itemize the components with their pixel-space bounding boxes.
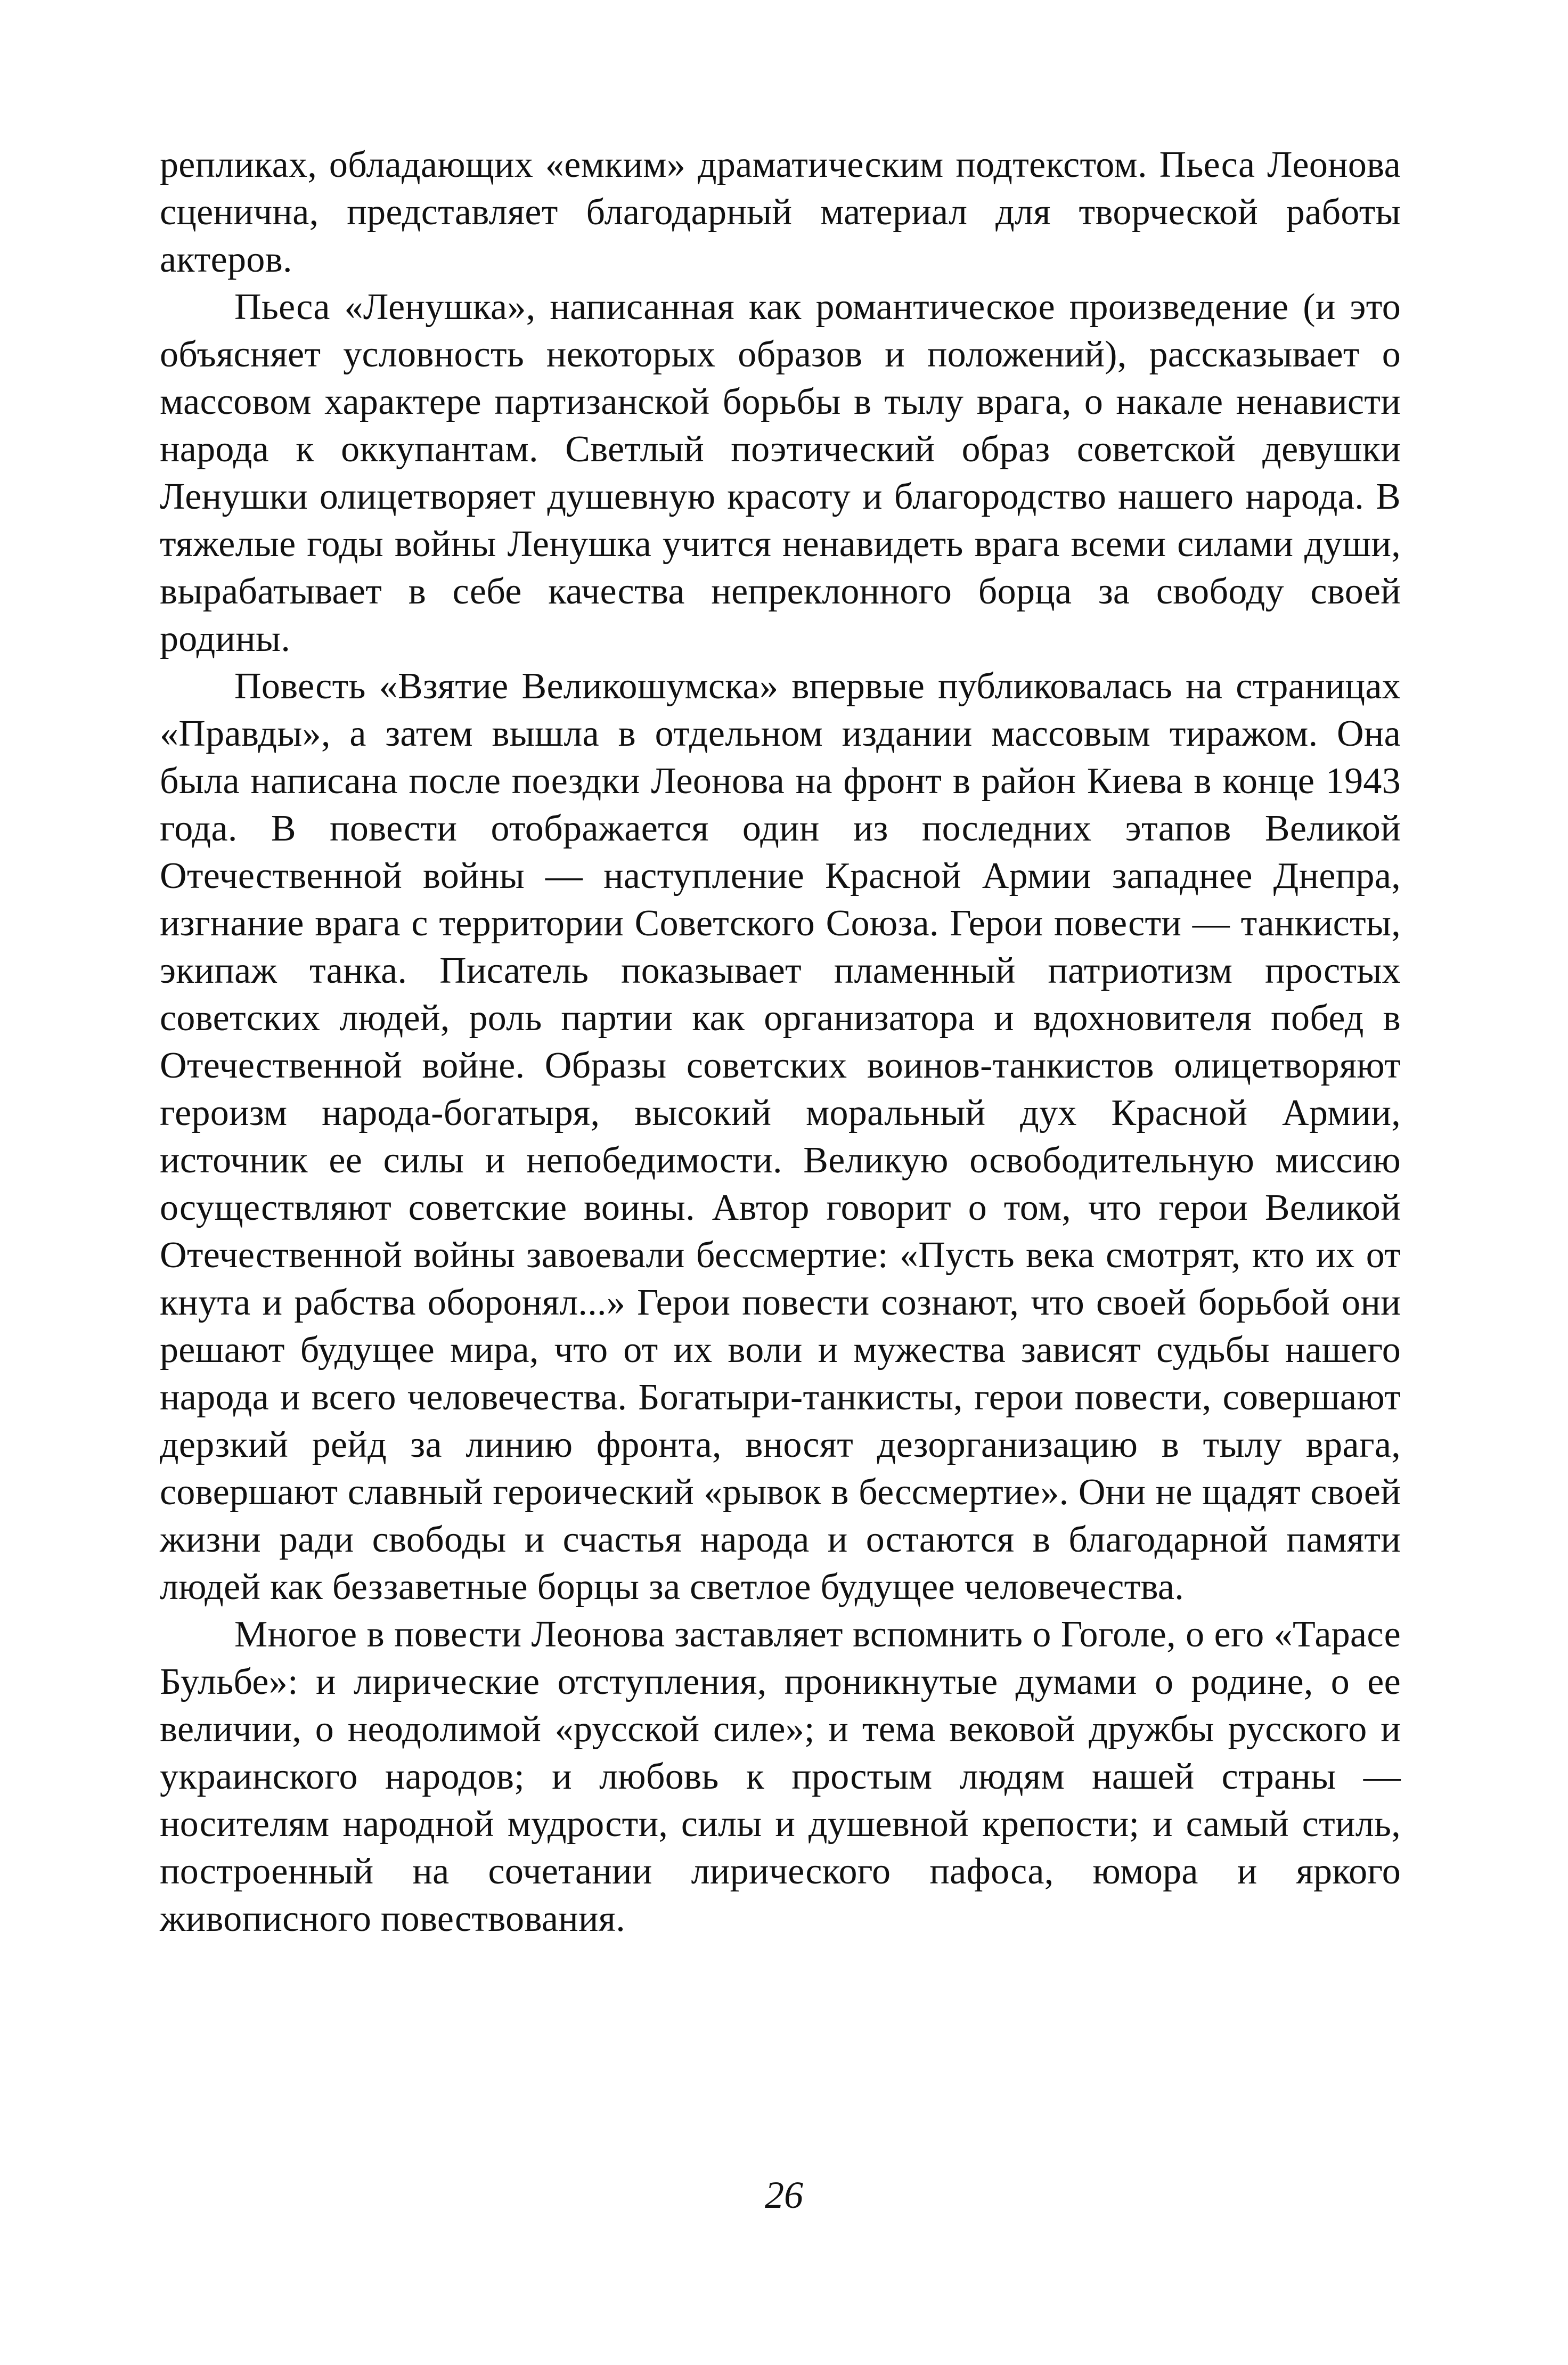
paragraph-4: Многое в повести Леонова заставляет вспомнить о Гоголе, о его «Тарасе Бульбе»: и лирические отступления, проникнутые думами о родине, о ее величии, о неодолимой «русской силе»; и тема вековой дружбы русского и украинского народов; и любовь к простым людям нашей страны — носителям народной мудрости, силы и душевной крепости; и самый стиль, построенный на сочетании лирического пафоса, юмора и яркого живописного повествования. (160, 1614, 1401, 1939)
paragraph-3: Повесть «Взятие Великошумска» впервые публиковалась на страницах «Правды», а затем вышла в отдельном издании массовым тиражом. Она была написана после поездки Леонова на фронт в район Киева в конце 1943 года. В повести отображается один из последних этапов Великой Отечественной войны — наступление Красной Армии западнее Днепра, изгнание врага с территории Советского Союза. Герои повести — танкисты, экипаж танка. Писатель показывает пламенный патриотизм простых советских людей, роль партии как организатора и вдохновителя побед в Отечественной войне. Образы советских воинов-танкистов олицетворяют героизм народа-богатыря, высокий моральный дух Красной Армии, источник ее силы и непобедимости. Великую освободительную миссию осуществляют советские воины. Автор говорит о том, что герои Великой Отечественной войны завоевали бессмертие: «Пусть века смотрят, кто их от кнута и рабства оборонял...» Герои повести сознают, что своей борьбой они решают будущее мира, что от их воли и мужества зависят судьбы нашего народа и всего человечества. Богатыри-танкисты, герои повести, совершают дерзкий рейд за линию фронта, вносят дезорганизацию в тылу врага, совершают славный героический «рывок в бессмертие». Они не щадят своей жизни ради свободы и счастья народа и остаются в благодарной памяти людей как беззаветные борцы за светлое будущее человечества. (160, 666, 1401, 1608)
paragraph-2: Пьеса «Ленушка», написанная как романтическое произведение (и это объясняет условность некоторых образов и положений), рассказывает о массовом характере партизанской борьбы в тылу врага, о накале ненависти народа к оккупантам. Светлый поэтический образ советской девушки Ленушки олицетворяет душевную красоту и благородство нашего народа. В тяжелые годы войны Ленушка учится ненавидеть врага всеми силами души, вырабатывает в себе качества непреклонного борца за свободу своей родины. (160, 287, 1401, 659)
page-number: 26 (765, 2174, 803, 2216)
page-body (160, 141, 1401, 1943)
paragraph-1: репликах, обладающих «емким» драматическим подтекстом. Пьеса Леонова сценична, представляет благодарный материал для творческой работы актеров. (160, 144, 1401, 280)
